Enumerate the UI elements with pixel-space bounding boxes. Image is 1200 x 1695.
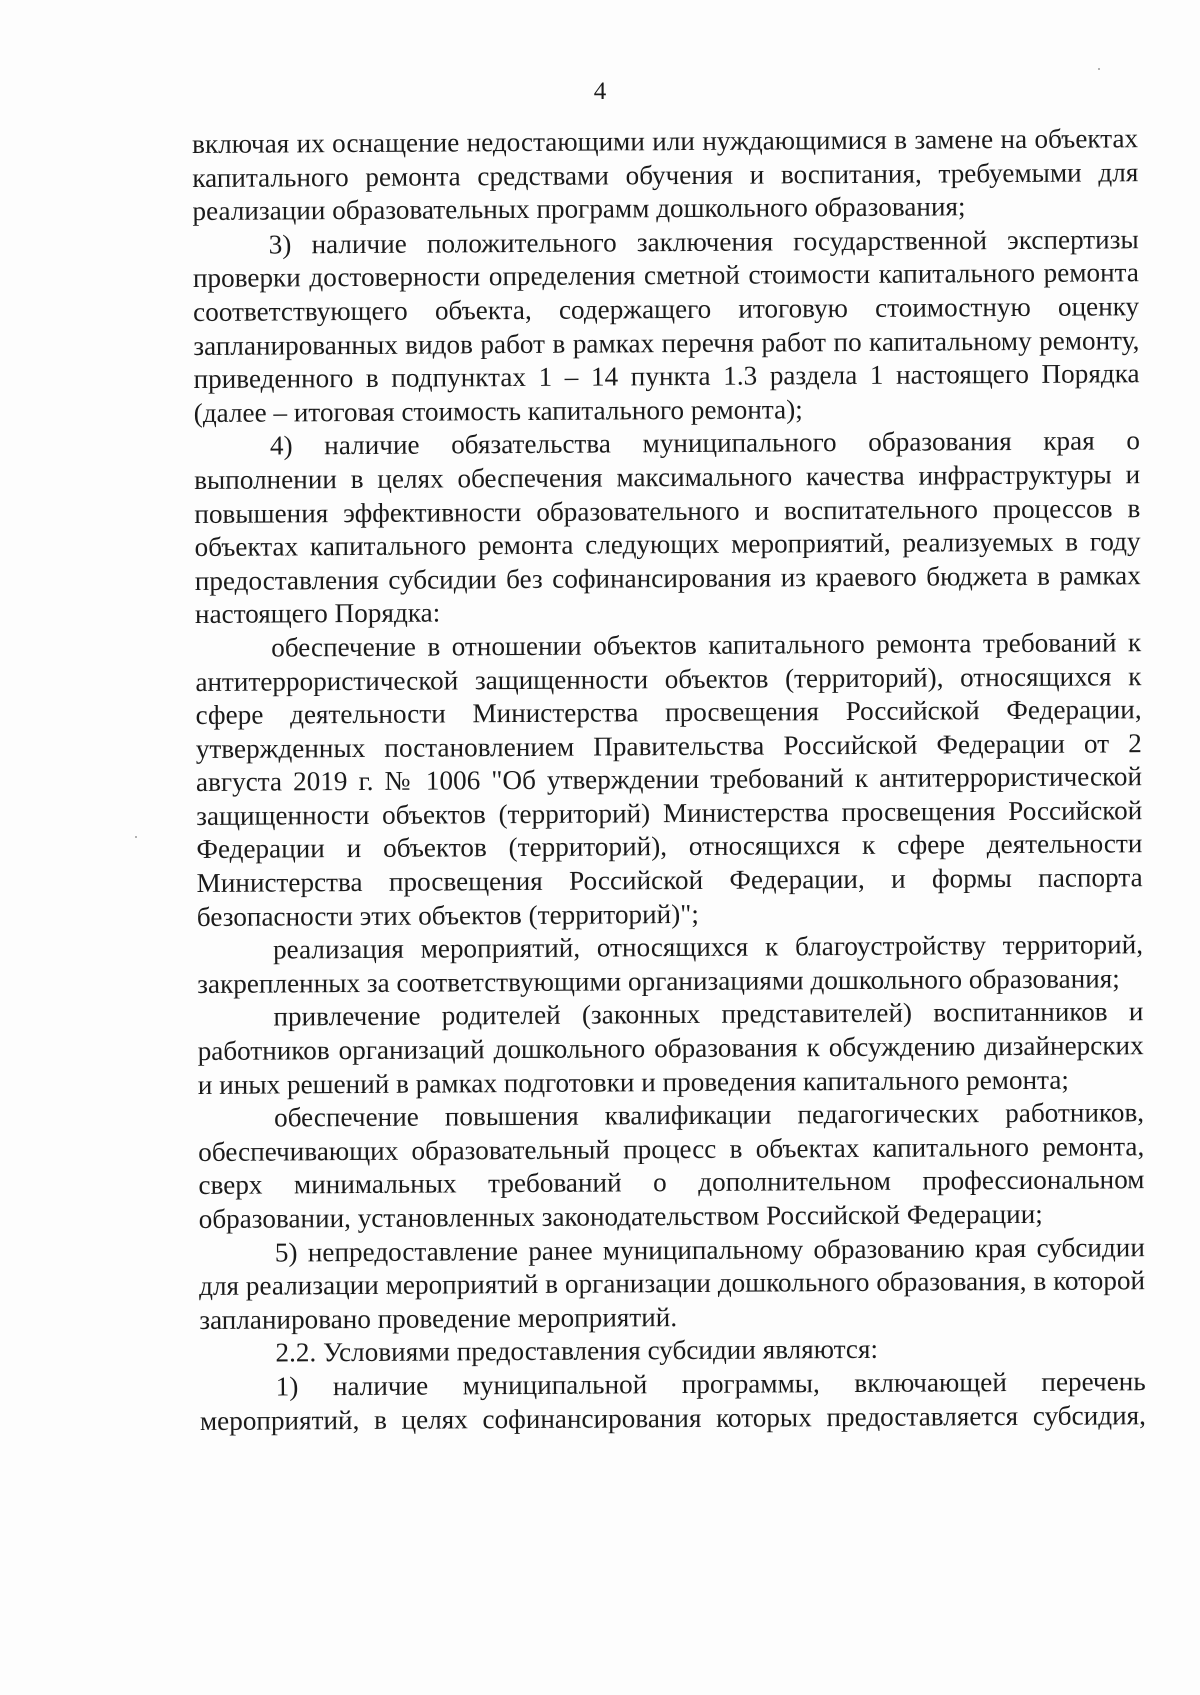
paragraph-qualification: обеспечение повышения квалификации педагогических работников, обеспечивающих образовательный процесс в объектах капитального ремонта, сверх минимальных требований о дополнительном профессиональном образовании, установленных законодательством Российской Федерации; [198,1097,1145,1234]
paragraph-item-3: 3) наличие положительного заключения государственной экспертизы проверки достоверности определения сметной стоимости капитального ремонта соответствующего объекта, содержащего итоговую стоимостную оценку запланированных видов работ в рамках перечня работ по капитальному ремонту, приведенного в подпунктах 1 – 14 пункта 1.3 раздела 1 настоящего Порядка (далее – итоговая стоимость капитального ремонта); [192,224,1140,428]
page-number: 4 [593,78,607,105]
paragraph-condition-1: 1) наличие муниципальной программы, включающей перечень мероприятий, в целях софинансирования которых предоставляется субсидия, [199,1366,1146,1436]
scan-speck [135,836,137,838]
paragraph-antiterror-requirements: обеспечение в отношении объектов капитального ремонта требований к антитеррористической защищенности объектов (территорий), относящихся к сфере деятельности Министерства просвещения Российской Федерации, утвержденных постановлением Правительства Российской Федерации от 2 августа 2019 г. № 1006 "Об утверждении требований к антитеррористической защищенности объектов (территорий) Министерства просвещения Российской Федерации и объектов (территорий), относящихся к сфере деятельности Министерства просвещения Российской Федерации, и формы паспорта безопасности этих объектов (территорий)"; [195,627,1143,932]
paragraph-section-2-2: 2.2. Условиями предоставления субсидии являются: [275,1334,879,1368]
paragraph-continuation: включая их оснащение недостающими или нуждающимися в замене на объектах капитального ремонта средствами обучения и воспитания, требуемыми для реализации образовательных программ дошкольного образования; [192,123,1139,227]
scan-speck [1098,68,1100,70]
paragraph-landscaping: реализация мероприятий, относящихся к благоустройству территорий, закрепленных за соответствующими организациями дошкольного образования; [197,929,1144,999]
document-body [192,122,1146,1438]
paragraph-item-5: 5) непредоставление ранее муниципальному образованию края субсидии для реализации мероприятий в организации дошкольного образования, в которой запланировано проведение мероприятий. [198,1231,1146,1335]
paragraph-item-4: 4) наличие обязательства муниципального образования края о выполнении в целях обеспечения максимального качества инфраструктуры и повышения эффективности образовательного и воспитательного процессов в объектах капитального ремонта следующих мероприятий, реализуемых в году предоставления субсидии без софинансирования из краевого бюджета в рамках настоящего Порядка: [194,425,1141,630]
paragraph-parents-involvement: привлечение родителей (законных представителей) воспитанников и работников организаций дошкольного образования к обсуждению дизайнерских и иных решений в рамках подготовки и проведения капитального ремонта; [197,996,1144,1100]
